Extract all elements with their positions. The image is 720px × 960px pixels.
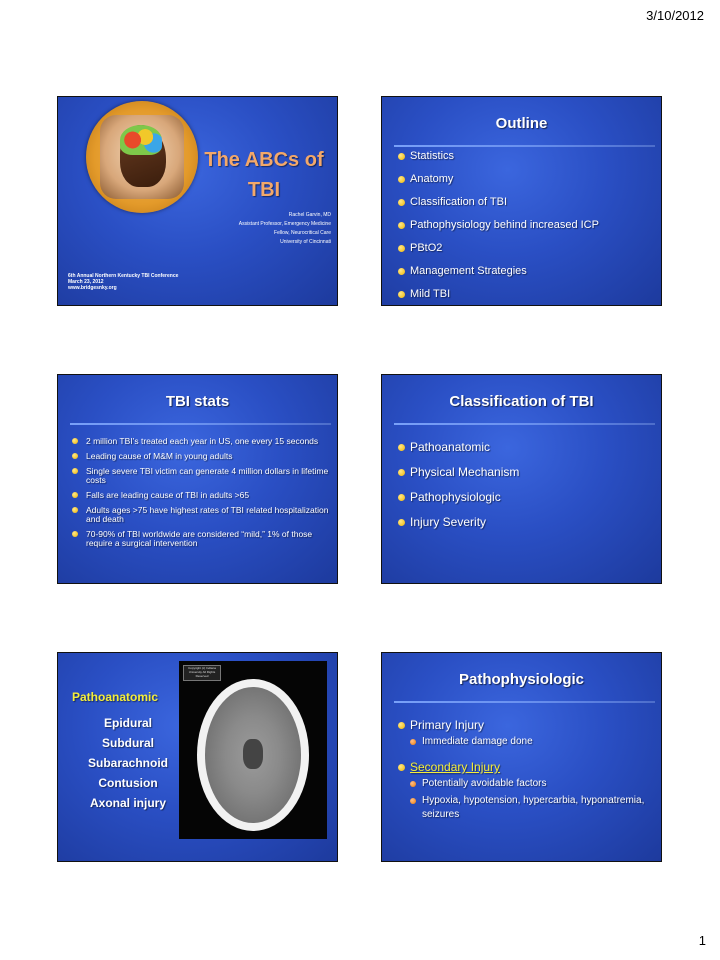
stats-list: [72, 437, 330, 554]
brain-icon: [120, 125, 162, 155]
list-item: Primary Injury: [398, 717, 656, 735]
list-item: Leading cause of M&M in young adults: [72, 452, 330, 461]
list-item: PBtO2: [398, 241, 656, 264]
slide-title: [57, 96, 338, 306]
slide-pathoanatomic: [57, 652, 338, 862]
slide-heading: Pathophysiologic: [458, 671, 584, 688]
list-item: Pathophysiologic: [398, 489, 656, 514]
divider: [394, 145, 655, 147]
slide-heading: Outline: [495, 115, 548, 132]
list-item: Epidural: [103, 716, 152, 730]
list-item: Axonal injury: [89, 796, 166, 810]
slide-heading: Classification of TBI: [449, 393, 594, 410]
brain-head-logo: [86, 101, 198, 213]
list-item: Pathoanatomic: [398, 439, 656, 464]
conference-info: 6th Annual Northern Kentucky TBI Conference March 23, 2012 www.bridgesnky.org: [68, 273, 179, 291]
presentation-title: The ABCs of TBI: [204, 149, 324, 201]
slide-pathophysiologic: [381, 652, 662, 862]
list-item: Injury Severity: [398, 514, 656, 539]
list-item: Physical Mechanism: [398, 464, 656, 489]
outline-list: [398, 149, 656, 306]
slide-heading: Pathoanatomic: [72, 690, 159, 704]
divider: [394, 423, 655, 425]
list-item: Classification of TBI: [398, 195, 656, 218]
list-item: [398, 759, 656, 777]
sub-list-item: Potentially avoidable factors: [398, 777, 656, 794]
slide-tbi-stats: [57, 374, 338, 584]
secondary-injury-link[interactable]: Secondary Injury: [410, 760, 501, 774]
classification-list: [398, 439, 656, 539]
list-item: Contusion: [98, 776, 158, 790]
list-item: 70-90% of TBI worldwide are considered “mild,” 1% of those require a surgical intervention: [72, 530, 330, 548]
injury-type-list: [80, 713, 176, 813]
list-item: Adults ages >75 have highest rates of TBI related hospitalization and death: [72, 506, 330, 524]
list-item: Subarachnoid: [87, 756, 168, 770]
list-item: Subdural: [101, 736, 154, 750]
page-number: 1: [698, 933, 706, 948]
divider: [394, 701, 655, 703]
print-date: 3/10/2012: [646, 8, 704, 23]
divider: [70, 423, 331, 425]
list-item: Pathophysiology behind increased ICP: [398, 218, 656, 241]
author-block: Rachel Garvin, MD Assistant Professor, Emergency Medicine Fellow, Neurocritical Care University of Cincinnati: [238, 212, 331, 245]
slide-heading: TBI stats: [165, 393, 230, 410]
list-item: Single severe TBI victim can generate 4 million dollars in lifetime costs: [72, 467, 330, 485]
list-item: Anatomy: [398, 172, 656, 195]
slide-outline: [381, 96, 662, 306]
copyright-label: Copyright (c) Indiana University All Rights Reserved: [183, 665, 221, 681]
sub-list-item: Immediate damage done: [398, 735, 656, 759]
slide-classification: [381, 374, 662, 584]
list-item: Falls are leading cause of TBI in adults >65: [72, 491, 330, 500]
sub-list-item: Hypoxia, hypotension, hypercarbia, hyponatremia, seizures: [398, 794, 656, 822]
list-item: 2 million TBI’s treated each year in US, one every 15 seconds: [72, 437, 330, 446]
injury-list: [398, 717, 656, 822]
ct-scan-image: [179, 661, 327, 839]
list-item: Management Strategies: [398, 264, 656, 287]
list-item: Mild TBI: [398, 287, 656, 306]
list-item: Statistics: [398, 149, 656, 172]
